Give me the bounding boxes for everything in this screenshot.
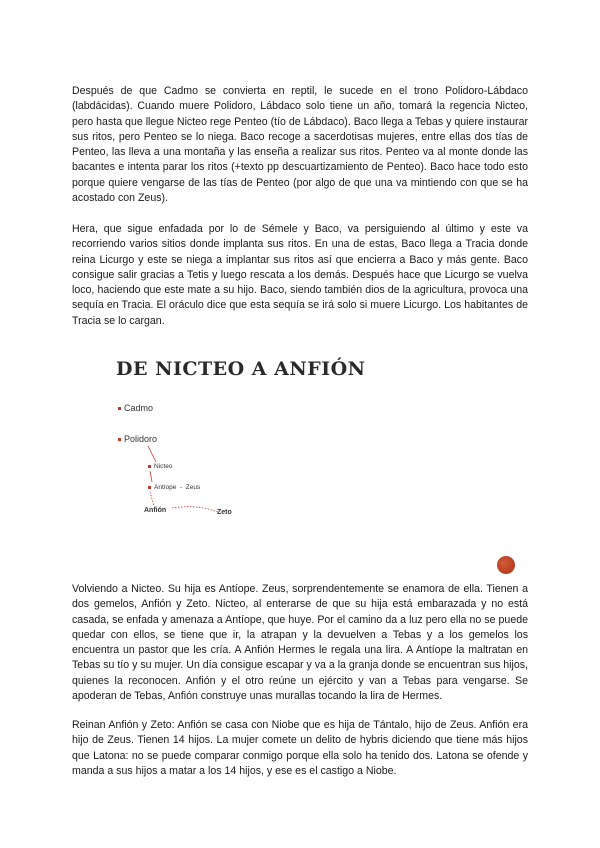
- paragraph-cadmo-penteo: Después de que Cadmo se convierta en reptil, le sucede en el trono Polidoro-Lábdaco (labdácidas). Cuando muere Polidoro, Lábdaco solo tiene un año, tomará la regencia Nicteo, pero hasta que llegue Nicteo rege Penteo (tío de Lábdaco). Baco llega a Tebas y quiere instaurar sus ritos, pero Penteo se lo niega. Baco recoge a sacerdotisas mujeres, entre ellas dos tías de Penteo, las lleva a una montaña y las enseña a realizar sus ritos. Penteo va al monte donde las bacantes e intenta parar los ritos (+texto pp descuartizamiento de Penteo). Baco hace todo esto porque quiere vengarse de las tías de Penteo (por algo de que una va mintiendo con que se ha acostado con Zeus).: [72, 85, 528, 205]
- bullet-label: Cadmo: [124, 403, 154, 413]
- embedded-slide: [72, 340, 528, 580]
- bullet-label: Polidoro: [124, 434, 158, 444]
- paragraph-hera-licurgo: Hera, que sigue enfadada por lo de Sémele y Baco, va persiguiendo al último y este va recorriendo varios sitios donde implanta sus ritos. En una de estas, Baco llega a Tracia donde reina Licurgo y este se niega a implantar sus ritos así que encierra a Baco y más gente. Baco consigue salir gracias a Tetis y luego rescata a los demás. Después hace que Licurgo se vuelva loco, haciendo que este mate a su hijo. Baco, siendo también dios de la agricultura, provoca una sequía en Tracia. El oráculo dice que esta sequía se irá solo si muere Licurgo. Los habitantes de Tracia se lo cargan.: [72, 223, 528, 327]
- slide-title: DE NICTEO A ANFIÓN: [116, 358, 366, 380]
- connector-polidoro-nicteo: [148, 446, 156, 462]
- genealogy-connectors: [72, 340, 528, 580]
- connector-antiope-anfion: [150, 492, 154, 506]
- connector-anfion-zeto: [172, 507, 218, 512]
- child-zeto: Zeto: [217, 509, 232, 516]
- connector-nicteo-antiope: [150, 471, 152, 482]
- slide-decoration-icon: [497, 556, 515, 574]
- bullet-label: Nicteo: [154, 463, 173, 470]
- paragraph-nicteo-antiope: Volviendo a Nicteo. Su hija es Antíope. Zeus, sorprendentemente se enamora de ella. Tienen a dos gemelos, Anfión y Zeto. Nicteo, al enterarse de que su hija está embarazada y no está casada, se enfada y amenaza a Antíope, que huye. Por el camino da a luz pero ella no se puede quedar con ellos, se tiene que ir, la atrapan y la devuelven a Tebas y a los gemelos los encuentra un pastor que les cría. A Anfión Hermes le regala una lira. A Antíope la maltratan en Tebas su tío y su mujer. Un día consigue escapar y va a la granja donde se encuentran sus hijos, quienes la reconocen. Anfión y el otro reúne un ejército y van a Tebas para vengarse. Se apoderan de Tebas, Anfión construye unas murallas tocando la lira de Hermes.: [72, 583, 528, 703]
- paragraph-anfion-niobe: Reinan Anfión y Zeto: Anfión se casa con Niobe que es hija de Tántalo, hijo de Zeus. Anfión era hijo de Zeus. Tienen 14 hijos. La mujer comete un delito de hybris diciendo que tiene más hijos que Latona: no se puede comparar conmigo porque ella solo ha tenido dos. Latona se ofende y manda a sus hijos a matar a los 14 hijos, y ese es el castigo a Niobe.: [72, 719, 528, 777]
- bullet-label: Antíope - Zeus: [154, 484, 201, 491]
- child-anfion: Anfión: [144, 507, 167, 514]
